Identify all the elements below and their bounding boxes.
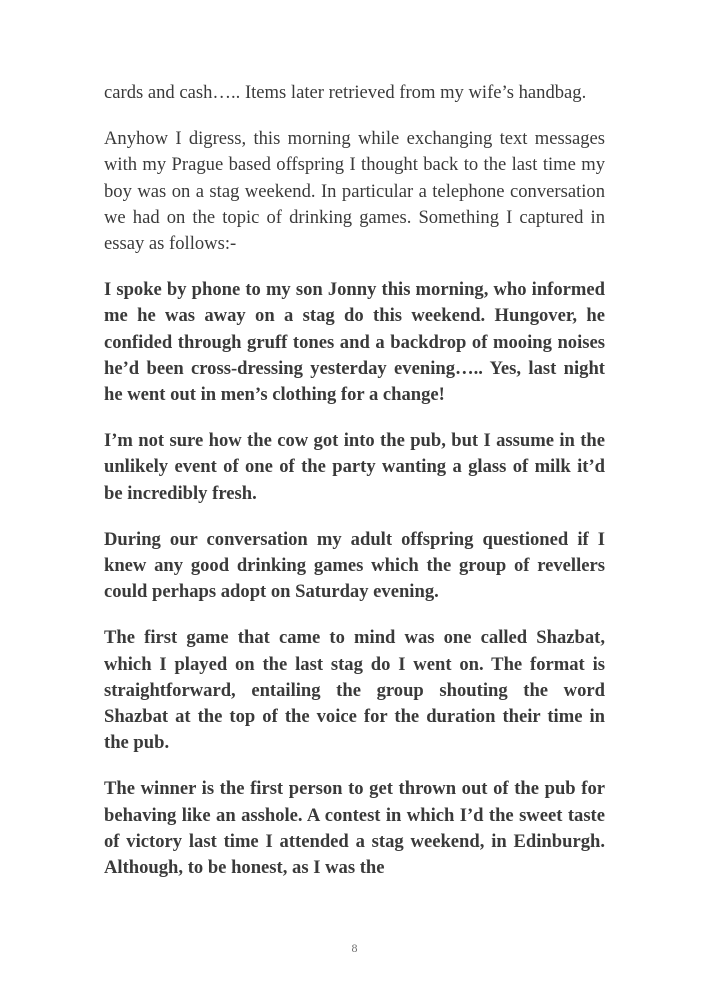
paragraph-winner: The winner is the first person to get thrown out of the pub for behaving like an asshole. A contest in which I’d the sweet taste of victory last time I attended a stag weekend, in Edinburgh. Although, to be honest, as I was the bbox=[104, 778, 605, 879]
page-number: 8 bbox=[351, 941, 358, 955]
paragraph-shazbat: The first game that came to mind was one called Shazbat, which I played on the last stag do I went on. The format is straightforward, entailing the group shouting the word Shazbat at the top of the voice for the duration their time in the pub. bbox=[104, 627, 605, 754]
paragraph-digress: Anyhow I digress, this morning while exchanging text messages with my Prague based offspring I thought back to the last time my boy was on a stag weekend. In particular a telephone conversation we had on the topic of drinking games. Something I captured in essay as follows:- bbox=[104, 128, 605, 255]
page-body bbox=[104, 80, 605, 901]
paragraph-phone-call: I spoke by phone to my son Jonny this morning, who informed me he was away on a stag do this weekend. Hungover, he confided through gruff tones and a backdrop of mooing noises he’d been cross-dressing yesterday evening….. Yes, last night he went out in men’s clothing for a change! bbox=[104, 279, 605, 406]
paragraph-cow: I’m not sure how the cow got into the pub, but I assume in the unlikely event of one of the party wanting a glass of milk it’d be incredibly fresh. bbox=[104, 430, 605, 504]
paragraph-drinking-games: During our conversation my adult offspring questioned if I knew any good drinking games which the group of revellers could perhaps adopt on Saturday evening. bbox=[104, 528, 605, 603]
paragraph-handbag: cards and cash….. Items later retrieved from my wife’s handbag. bbox=[104, 82, 587, 103]
